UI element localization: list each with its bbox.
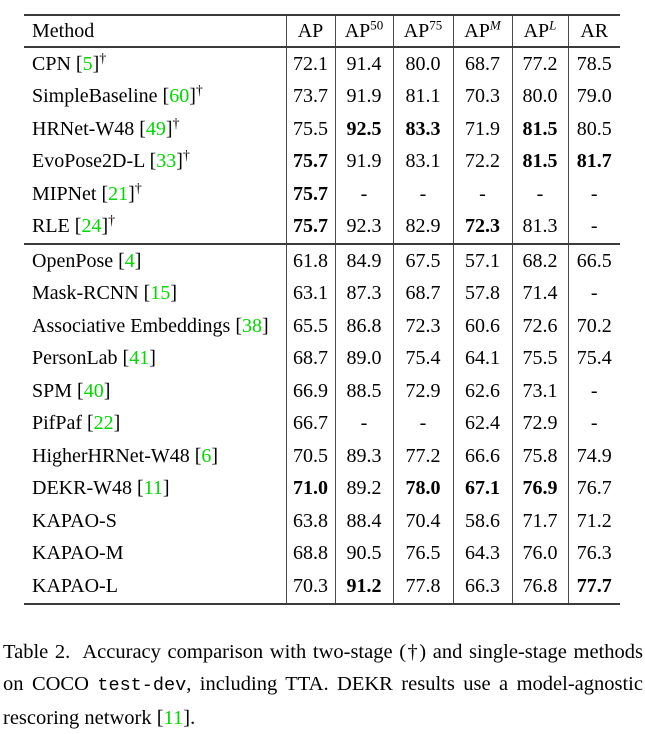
table-row-associative embeddings xyxy=(24,310,620,343)
value-cell: 80.5 xyxy=(568,113,620,146)
dagger-mark: † xyxy=(195,83,203,99)
method-name: EvoPose2D-L xyxy=(32,150,145,173)
citation-bracket: [ xyxy=(72,379,84,402)
value-cell: 89.3 xyxy=(335,440,393,473)
method-name: PifPaf xyxy=(32,412,82,435)
value-cell: 68.7 xyxy=(453,47,512,81)
value-cell: 68.8 xyxy=(286,538,335,571)
citation-link[interactable]: 11 xyxy=(163,707,184,729)
value-cell: 72.6 xyxy=(512,310,568,343)
value-cell: - xyxy=(335,408,393,441)
value-cell: 68.2 xyxy=(512,244,568,278)
value-cell: 78.0 xyxy=(393,473,453,506)
citation-bracket: ] xyxy=(149,347,156,370)
value-cell: 65.5 xyxy=(286,310,335,343)
citation-bracket: ] xyxy=(211,444,219,467)
citation-link[interactable]: 6 xyxy=(201,444,212,467)
value-cell: - xyxy=(568,211,620,245)
value-cell: 92.3 xyxy=(335,211,393,245)
value-cell: - xyxy=(512,178,568,211)
table-row-higherhrnet-w48 xyxy=(24,440,620,473)
table-row-openpose xyxy=(24,244,620,278)
value-cell: 74.9 xyxy=(568,440,620,473)
table-row-spm xyxy=(24,375,620,408)
value-cell: 71.4 xyxy=(512,278,568,311)
value-cell: 86.8 xyxy=(335,310,393,343)
method-cell xyxy=(24,47,286,81)
value-cell: 70.2 xyxy=(568,310,620,343)
value-cell: 71.9 xyxy=(453,113,512,146)
value-cell: 77.7 xyxy=(568,570,620,604)
value-cell: - xyxy=(568,375,620,408)
value-cell: 62.6 xyxy=(453,375,512,408)
value-cell: 72.9 xyxy=(512,408,568,441)
citation-bracket: [ xyxy=(82,412,94,435)
value-cell: 77.2 xyxy=(393,440,453,473)
value-cell: 70.5 xyxy=(286,440,335,473)
method-name: Associative Embeddings xyxy=(32,314,231,337)
citation-link[interactable]: 60 xyxy=(169,85,190,108)
value-cell: 75.7 xyxy=(286,211,335,245)
table-row-kapao-s xyxy=(24,505,620,538)
citation-bracket: ] xyxy=(134,249,142,272)
value-cell: 70.3 xyxy=(286,570,335,604)
value-cell: 57.1 xyxy=(453,244,512,278)
method-cell xyxy=(24,113,286,146)
value-cell: 76.0 xyxy=(512,538,568,571)
column-header-apl: $AP^L$ xyxy=(512,15,568,47)
method-name: KAPAO-S xyxy=(32,509,117,532)
citation-link[interactable]: 49 xyxy=(145,117,166,140)
value-cell: 75.5 xyxy=(512,343,568,376)
citation-bracket: ] xyxy=(170,282,178,305)
value-cell: 72.2 xyxy=(453,146,512,179)
value-cell: 83.1 xyxy=(393,146,453,179)
method-cell xyxy=(24,375,286,408)
value-cell: 73.1 xyxy=(512,375,568,408)
value-cell: 66.7 xyxy=(286,408,335,441)
citation-link[interactable]: 24 xyxy=(81,215,102,238)
value-cell: 75.7 xyxy=(286,146,335,179)
column-header-ar: AR xyxy=(568,15,620,47)
column-header-method: Method xyxy=(24,15,286,47)
citation-bracket: ] xyxy=(128,182,135,205)
table-body xyxy=(24,47,620,604)
citation-link[interactable]: 5 xyxy=(82,52,93,75)
table-row-hrnet-w48 xyxy=(24,113,620,146)
column-header-apm: $AP^M$ xyxy=(453,15,512,47)
value-cell: 84.9 xyxy=(335,244,393,278)
value-cell: 70.4 xyxy=(393,505,453,538)
citation-bracket: ] xyxy=(261,314,269,337)
value-cell: 71.2 xyxy=(568,505,620,538)
citation-link[interactable]: 40 xyxy=(83,379,104,402)
method-name: RLE xyxy=(32,215,70,238)
method-cell xyxy=(24,473,286,506)
citation-bracket: ] xyxy=(162,477,170,500)
value-cell: - xyxy=(393,408,453,441)
table-caption xyxy=(3,636,643,734)
value-cell: 64.3 xyxy=(453,538,512,571)
method-name: SimpleBaseline xyxy=(32,85,158,108)
header-row xyxy=(24,15,620,47)
value-cell: 57.8 xyxy=(453,278,512,311)
method-cell xyxy=(24,211,286,245)
value-cell: 81.1 xyxy=(393,81,453,114)
value-cell: 89.0 xyxy=(335,343,393,376)
citation-bracket: [ xyxy=(189,444,202,467)
table-row-dekr-w48 xyxy=(24,473,620,506)
value-cell: 80.0 xyxy=(512,81,568,114)
citation-bracket: ] xyxy=(103,379,111,402)
value-cell: 83.3 xyxy=(393,113,453,146)
table-row-simplebaseline xyxy=(24,81,620,114)
value-cell: 75.4 xyxy=(568,343,620,376)
method-name: PersonLab xyxy=(32,347,118,370)
citation-bracket: [ xyxy=(157,85,170,108)
table-row-personlab xyxy=(24,343,620,376)
value-cell: 68.7 xyxy=(286,343,335,376)
citation-bracket: ] xyxy=(101,215,109,238)
citation-bracket: [ xyxy=(113,249,125,272)
value-cell: 89.2 xyxy=(335,473,393,506)
method-name: KAPAO-L xyxy=(32,574,118,597)
column-header-ap50: AP$^{50}$ xyxy=(335,15,393,47)
table-row-kapao-l xyxy=(24,570,620,604)
citation-bracket: [ xyxy=(70,52,83,75)
value-cell: 92.5 xyxy=(335,113,393,146)
caption-mono-text: test-dev xyxy=(97,675,187,696)
dagger-mark: † xyxy=(172,116,180,132)
citation-link[interactable]: 33 xyxy=(156,150,177,173)
value-cell: 76.3 xyxy=(568,538,620,571)
value-cell: 63.8 xyxy=(286,505,335,538)
value-cell: - xyxy=(568,408,620,441)
method-name: HigherHRNet-W48 xyxy=(32,444,190,467)
method-name: MIPNet xyxy=(32,182,97,205)
citation-bracket: [ xyxy=(138,282,151,305)
value-cell: 60.6 xyxy=(453,310,512,343)
method-name: CPN xyxy=(32,52,71,75)
table-header xyxy=(24,15,620,47)
value-cell: - xyxy=(335,178,393,211)
method-cell xyxy=(24,440,286,473)
citation-bracket: ] xyxy=(189,85,196,108)
value-cell: 76.7 xyxy=(568,473,620,506)
value-cell: 81.3 xyxy=(512,211,568,245)
method-cell xyxy=(24,408,286,441)
value-cell: 61.8 xyxy=(286,244,335,278)
citation-bracket: [ xyxy=(144,150,157,173)
value-cell: 76.8 xyxy=(512,570,568,604)
citation-bracket: ] xyxy=(176,150,183,173)
table-row-cpn xyxy=(24,47,620,81)
method-cell xyxy=(24,505,286,538)
citation-bracket: ] xyxy=(92,52,100,75)
value-cell: 73.7 xyxy=(286,81,335,114)
method-cell xyxy=(24,538,286,571)
value-cell: 68.7 xyxy=(393,278,453,311)
citation-bracket: [ xyxy=(131,477,144,500)
citation-link[interactable]: 22 xyxy=(93,412,114,435)
citation-link[interactable]: 15 xyxy=(150,282,171,305)
method-cell xyxy=(24,146,286,179)
citation-bracket: ] xyxy=(165,117,173,140)
table-row-evopose2d-l xyxy=(24,146,620,179)
value-cell: 62.4 xyxy=(453,408,512,441)
citation-link[interactable]: 11 xyxy=(143,477,163,500)
value-cell: 72.3 xyxy=(393,310,453,343)
value-cell: 87.3 xyxy=(335,278,393,311)
citation-bracket: ] xyxy=(113,412,121,435)
caption-text-segment: , including TTA. DEKR results use a model-agnostic rescoring network [ xyxy=(3,673,643,729)
caption-text-segment: ]. xyxy=(183,707,196,729)
value-cell: 77.8 xyxy=(393,570,453,604)
method-name: Mask-RCNN xyxy=(32,282,139,305)
citation-link[interactable]: 21 xyxy=(108,182,129,205)
value-cell: 66.9 xyxy=(286,375,335,408)
citation-bracket: [ xyxy=(69,215,82,238)
value-cell: 91.9 xyxy=(335,146,393,179)
value-cell: 76.9 xyxy=(512,473,568,506)
value-cell: 79.0 xyxy=(568,81,620,114)
value-cell: 90.5 xyxy=(335,538,393,571)
value-cell: 75.4 xyxy=(393,343,453,376)
value-cell: 67.5 xyxy=(393,244,453,278)
value-cell: 78.5 xyxy=(568,47,620,81)
value-cell: - xyxy=(568,178,620,211)
value-cell: 88.4 xyxy=(335,505,393,538)
value-cell: - xyxy=(453,178,512,211)
citation-bracket: [ xyxy=(230,314,242,337)
dagger-mark: † xyxy=(134,181,142,197)
value-cell: 75.5 xyxy=(286,113,335,146)
citation-link[interactable]: 4 xyxy=(124,249,135,272)
method-cell xyxy=(24,570,286,604)
table-row-mask-rcnn xyxy=(24,278,620,311)
value-cell: 91.9 xyxy=(335,81,393,114)
value-cell: 63.1 xyxy=(286,278,335,311)
table-row-kapao-m xyxy=(24,538,620,571)
caption-text-segment: Table 2. Accuracy comparison with two-stage (†) and single-stage methods on COCO xyxy=(3,641,643,695)
value-cell: 70.3 xyxy=(453,81,512,114)
value-cell: 91.4 xyxy=(335,47,393,81)
value-cell: 58.6 xyxy=(453,505,512,538)
method-cell xyxy=(24,310,286,343)
value-cell: 76.5 xyxy=(393,538,453,571)
value-cell: 64.1 xyxy=(453,343,512,376)
value-cell: 81.5 xyxy=(512,113,568,146)
table-row-mipnet xyxy=(24,178,620,211)
value-cell: 66.6 xyxy=(453,440,512,473)
value-cell: 75.7 xyxy=(286,178,335,211)
value-cell: 72.3 xyxy=(453,211,512,245)
method-cell xyxy=(24,244,286,278)
citation-link[interactable]: 41 xyxy=(129,347,150,370)
value-cell: 71.0 xyxy=(286,473,335,506)
method-cell xyxy=(24,343,286,376)
value-cell: 91.2 xyxy=(335,570,393,604)
value-cell: 66.5 xyxy=(568,244,620,278)
dagger-mark: † xyxy=(182,148,190,164)
citation-bracket: [ xyxy=(96,182,109,205)
method-cell xyxy=(24,81,286,114)
value-cell: 81.5 xyxy=(512,146,568,179)
method-cell xyxy=(24,178,286,211)
method-name: SPM xyxy=(32,379,73,402)
table-row-rle xyxy=(24,211,620,245)
value-cell: 66.3 xyxy=(453,570,512,604)
value-cell: 67.1 xyxy=(453,473,512,506)
method-name: DEKR-W48 xyxy=(32,477,132,500)
method-name: OpenPose xyxy=(32,249,114,272)
citation-link[interactable]: 38 xyxy=(241,314,262,337)
method-name: HRNet-W48 xyxy=(32,117,135,140)
dagger-mark: † xyxy=(108,213,116,229)
value-cell: 75.8 xyxy=(512,440,568,473)
value-cell: - xyxy=(568,278,620,311)
value-cell: 77.2 xyxy=(512,47,568,81)
value-cell: 72.1 xyxy=(286,47,335,81)
value-cell: 80.0 xyxy=(393,47,453,81)
column-header-ap: AP xyxy=(286,15,335,47)
value-cell: 81.7 xyxy=(568,146,620,179)
method-name: KAPAO-M xyxy=(32,542,124,565)
citation-bracket: [ xyxy=(117,347,130,370)
column-header-ap75: AP$^{75}$ xyxy=(393,15,453,47)
value-cell: - xyxy=(393,178,453,211)
results-table xyxy=(24,14,620,605)
table-row-pifpaf xyxy=(24,408,620,441)
value-cell: 72.9 xyxy=(393,375,453,408)
citation-bracket: [ xyxy=(134,117,146,140)
value-cell: 88.5 xyxy=(335,375,393,408)
value-cell: 71.7 xyxy=(512,505,568,538)
method-cell xyxy=(24,278,286,311)
dagger-mark: † xyxy=(99,51,107,67)
value-cell: 82.9 xyxy=(393,211,453,245)
